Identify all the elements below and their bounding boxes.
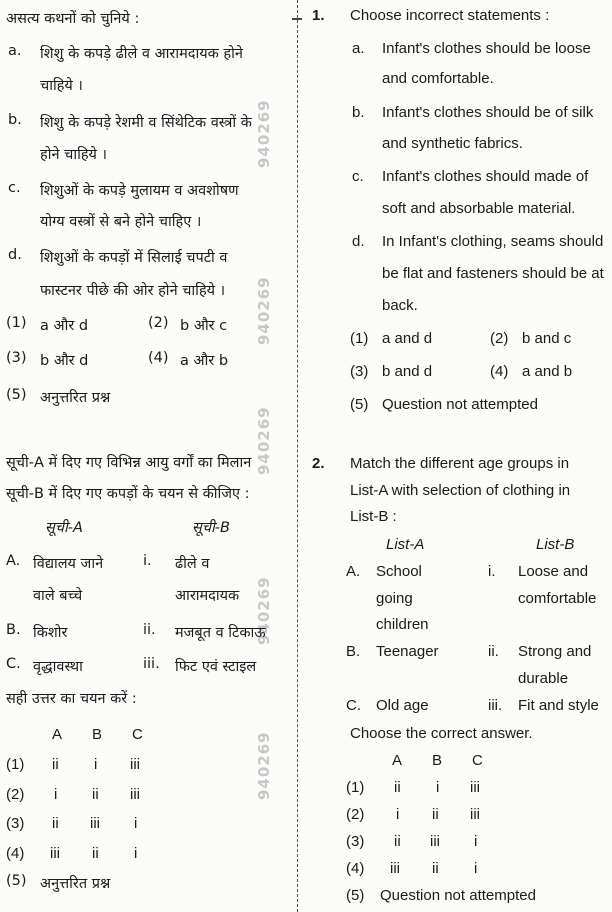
q1-statement-text: soft and absorbable material. (382, 200, 576, 217)
list-a-item: Teenager (376, 643, 439, 660)
q1-option-text: b और c (180, 318, 228, 334)
col-header: B (432, 752, 443, 769)
list-b-item: आरामदायक (175, 588, 240, 604)
q2-option-value: iii (430, 833, 440, 850)
q2-option-number: (4) (6, 845, 25, 862)
q1-option-number: (2) (490, 330, 509, 347)
list-b-item: फिट एवं स्टाइल (175, 659, 257, 675)
q2-option-number: (2) (346, 806, 365, 823)
q1-option-number: (1) (350, 330, 369, 347)
list-b-label: i. (143, 553, 152, 569)
list-b-item: Fit and style (518, 697, 599, 714)
q2-option-value: iii (130, 756, 140, 773)
q2-stem: List-B : (350, 508, 397, 525)
q2-option-value: iii (470, 779, 480, 796)
q2-instruction-hindi: सही उत्तर का चयन करें : (6, 691, 137, 707)
q2-option-value: i (54, 786, 58, 803)
watermark: 940269 (255, 406, 273, 475)
q1-statement-text: चाहिये । (40, 78, 83, 94)
column-divider (297, 0, 298, 912)
list-a-label: A. (346, 563, 361, 580)
q1-statement-label: d. (8, 247, 22, 263)
q2-option-number: (3) (6, 815, 25, 832)
list-a-label: B. (346, 643, 361, 660)
q1-stem-hindi: असत्य कथनों को चुनिये : (6, 11, 140, 27)
q1-option-text: b and c (522, 330, 572, 347)
list-a-item: Old age (376, 697, 429, 714)
q2-option-value: ii (394, 833, 401, 850)
q2-option-value: ii (52, 815, 59, 832)
list-b-label: i. (488, 563, 496, 580)
q2-option-number: (3) (346, 833, 365, 850)
q1-statement-label: d. (352, 233, 365, 250)
list-b-label: ii. (143, 622, 156, 638)
q2-option-value: iii (90, 815, 100, 832)
list-a-item: going (376, 590, 413, 607)
q1-statement-text: फास्टनर पीछे की ओर होने चाहिये । (40, 283, 226, 299)
q1-option-text: अनुत्तरित प्रश्न (40, 390, 111, 406)
list-a-item: वृद्धावस्था (33, 659, 83, 675)
q2-option-number: (4) (346, 860, 365, 877)
q2-stem: Match the different age groups in (350, 455, 570, 472)
q1-statement-text: and comfortable. (382, 70, 494, 87)
q1-option-text: a और d (40, 318, 89, 334)
col-header: A (392, 752, 403, 769)
q1-statement-text: Infant's clothes should made of (382, 168, 589, 185)
q1-statement-text: शिशुओं के कपड़ों में सिलाई चपटी व (40, 250, 228, 266)
q1-statement-label: c. (352, 168, 364, 185)
list-b-label: ii. (488, 643, 499, 660)
q1-option-text: b और d (40, 353, 89, 369)
q2-stem-hindi: सूची-A में दिए गए विभिन्न आयु वर्गों का मिलान (6, 455, 252, 471)
q1-option-number: (5) (6, 387, 27, 403)
q1-option-text: a और b (180, 353, 229, 369)
q2-option-number: (2) (6, 786, 25, 803)
q1-statement-text: In Infant's clothing, seams should (382, 233, 604, 250)
q1-statement-label: a. (8, 43, 22, 59)
q2-number: 2. (312, 455, 325, 472)
q2-option-value: iii (390, 860, 400, 877)
divider-tick (292, 18, 302, 20)
q2-option-number: (5) (346, 887, 365, 904)
q1-statement-label: c. (8, 180, 21, 196)
q2-option-value: i (474, 833, 478, 850)
col-header: B (92, 726, 103, 743)
q2-stem: List-A with selection of clothing in (350, 482, 571, 499)
q2-option-value: i (396, 806, 400, 823)
q1-number: 1. (312, 7, 325, 24)
list-b-heading: सूची-B (192, 520, 230, 536)
q1-statement-label: b. (8, 112, 22, 128)
q2-option-value: i (474, 860, 478, 877)
q1-statement-text: Infant's clothes should be of silk (382, 104, 594, 121)
watermark: 940269 (255, 576, 273, 645)
q2-option-text: अनुत्तरित प्रश्न (40, 876, 111, 892)
list-a-item: children (376, 616, 429, 633)
list-b-item: ढीले व (175, 556, 210, 572)
list-a-item: School (376, 563, 422, 580)
list-b-heading: List-B (536, 536, 575, 553)
q2-option-value: ii (92, 845, 99, 862)
list-a-heading: List-A (386, 536, 425, 553)
q1-option-text: Question not attempted (382, 396, 538, 413)
q1-statement-text: Infant's clothes should be loose (382, 40, 591, 57)
q1-stem: Choose incorrect statements : (350, 7, 550, 24)
q2-stem-hindi: सूची-B में दिए गए कपड़ों के चयन से कीजिए : (6, 486, 250, 502)
q2-option-value: ii (432, 860, 439, 877)
q1-option-text: a and d (382, 330, 433, 347)
q1-option-number: (1) (6, 315, 27, 331)
watermark: 940269 (255, 99, 273, 168)
q1-option-number: (5) (350, 396, 369, 413)
q1-statement-text: back. (382, 297, 418, 314)
q2-option-number: (5) (6, 873, 27, 889)
q1-statement-text: योग्य वस्त्रों से बने होने चाहिए । (40, 214, 202, 230)
q2-option-value: iii (130, 786, 140, 803)
list-b-label: iii. (488, 697, 503, 714)
q1-option-number: (3) (6, 350, 27, 366)
list-a-label: B. (6, 622, 21, 638)
q2-option-number: (1) (6, 756, 25, 773)
list-b-item: durable (518, 670, 569, 687)
q2-option-value: ii (394, 779, 401, 796)
q2-option-value: ii (432, 806, 439, 823)
q2-option-value: iii (470, 806, 480, 823)
q1-statement-label: b. (352, 104, 365, 121)
list-a-label: C. (346, 697, 361, 714)
list-a-label: A. (6, 553, 21, 569)
q1-option-text: b and d (382, 363, 433, 380)
q1-statement-text: शिशु के कपड़े रेशमी व सिंथेटिक वस्त्रों के (40, 115, 252, 131)
list-b-item: Strong and (518, 643, 592, 660)
list-a-item: किशोर (33, 625, 68, 641)
q1-statement-text: शिशुओं के कपड़े मुलायम व अवशोषण (40, 183, 239, 199)
q1-option-number: (2) (148, 315, 169, 331)
q1-statement-text: be flat and fasteners should be at (382, 265, 604, 282)
q2-option-value: i (436, 779, 440, 796)
list-a-item: विद्यालय जाने (33, 556, 104, 572)
q2-option-text: Question not attempted (380, 887, 536, 904)
list-a-item: वाले बच्चे (33, 588, 83, 604)
q1-option-number: (4) (148, 350, 169, 366)
col-header: C (472, 752, 483, 769)
q2-option-value: ii (92, 786, 99, 803)
q1-option-number: (4) (490, 363, 509, 380)
q2-instruction: Choose the correct answer. (350, 725, 533, 742)
list-a-label: C. (6, 656, 21, 672)
q1-statement-text: शिशु के कपड़े ढीले व आरामदायक होने (40, 46, 243, 62)
q2-option-number: (1) (346, 779, 365, 796)
q1-option-number: (3) (350, 363, 369, 380)
col-header: A (52, 726, 63, 743)
q1-option-text: a and b (522, 363, 573, 380)
q2-option-value: i (94, 756, 98, 773)
list-b-item: comfortable (518, 590, 597, 607)
q1-statement-text: होने चाहिये । (40, 147, 108, 163)
col-header: C (132, 726, 143, 743)
q2-option-value: ii (52, 756, 59, 773)
watermark: 940269 (255, 276, 273, 345)
q2-option-value: i (134, 845, 138, 862)
q1-statement-label: a. (352, 40, 365, 57)
list-a-heading: सूची-A (45, 520, 83, 536)
q1-statement-text: and synthetic fabrics. (382, 135, 523, 152)
q2-option-value: i (134, 815, 138, 832)
watermark: 940269 (255, 731, 273, 800)
q2-option-value: iii (50, 845, 60, 862)
list-b-item: मजबूत व टिकाऊ (175, 625, 266, 641)
list-b-item: Loose and (518, 563, 589, 580)
list-b-label: iii. (143, 656, 160, 672)
